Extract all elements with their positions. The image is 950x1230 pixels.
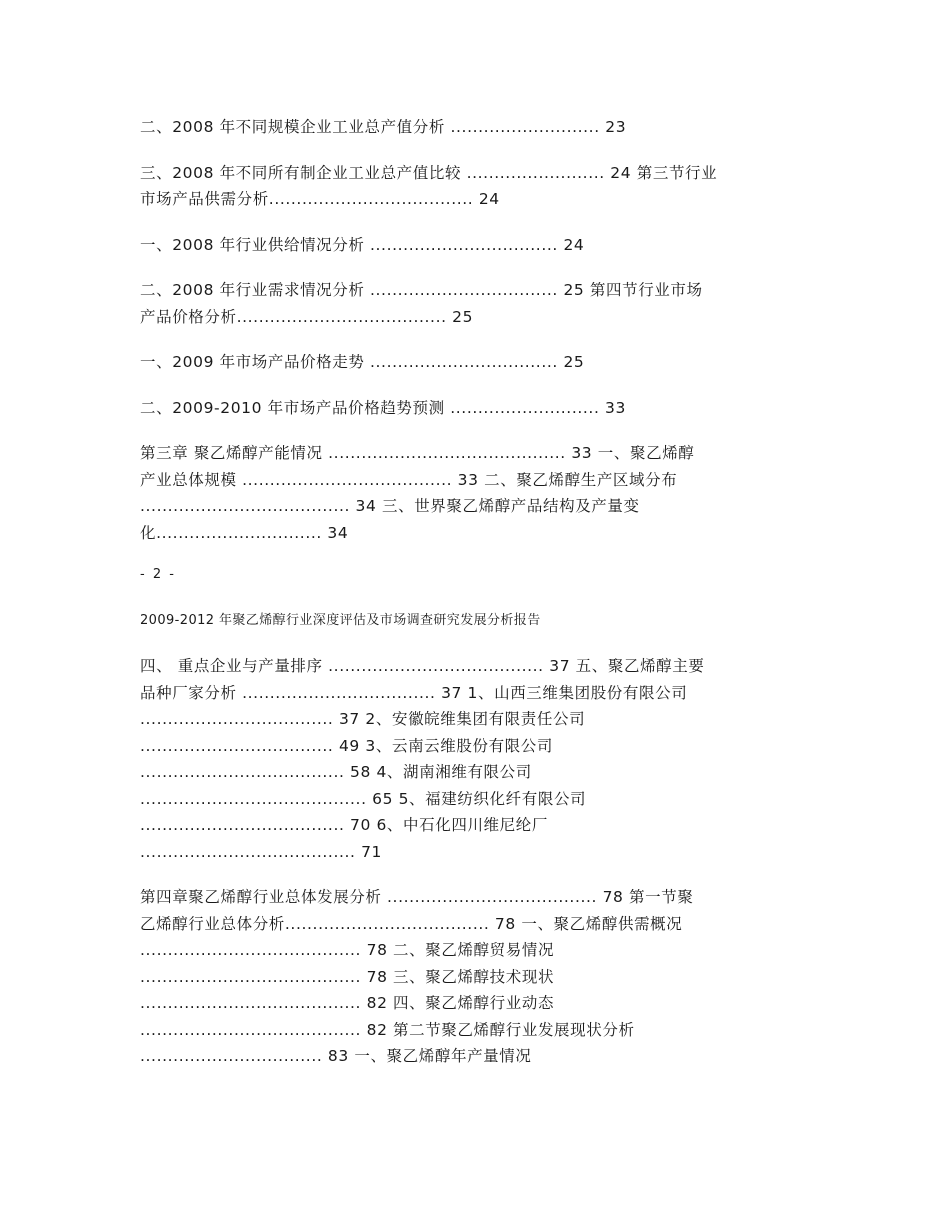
toc-line: 市场产品供需分析..................................... 24 (140, 190, 500, 208)
toc-line: ..................................... 58 4、湖南湘维有限公司 (140, 763, 532, 781)
toc-entry: 一、2009 年市场产品价格走势 .................................. 25 (140, 353, 585, 371)
toc-line: ................................... 37 2、安徽皖维集团有限责任公司 (140, 710, 586, 728)
toc-entry (140, 160, 820, 213)
toc-line: ................................. 83 一、聚乙烯醇年产量情况 (140, 1047, 532, 1065)
toc-entry (140, 884, 820, 1070)
toc-entry: 一、2008 年行业供给情况分析 .................................. 24 (140, 235, 585, 254)
toc-line: ........................................ 78 三、聚乙烯醇技术现状 (140, 967, 555, 986)
toc-entry (140, 277, 820, 330)
toc-entry (140, 440, 820, 546)
running-header: 2009-2012 年聚乙烯醇行业深度评估及市场调查研究发展分析报告 (140, 613, 541, 628)
page-number: - 2 - (140, 567, 176, 582)
toc-line: 二、2008 年行业需求情况分析 .................................. 25 第四节行业市场 (140, 281, 703, 299)
toc-entry: 二、2009-2010 年市场产品价格趋势预测 ........................... 33 (140, 398, 626, 417)
toc-line: ........................................ 82 第二节聚乙烯醇行业发展现状分析 (140, 1020, 635, 1039)
toc-entry: 二、2008 年不同规模企业工业总产值分析 ........................... 23 (140, 118, 627, 136)
toc-line: ...................................... 34 三、世界聚乙烯醇产品结构及产量变 (140, 497, 640, 515)
toc-line: 四、 重点企业与产量排序 ....................................... 37 五、聚乙烯醇主要 (140, 657, 705, 675)
toc-line: ........................................ 78 二、聚乙烯醇贸易情况 (140, 941, 555, 959)
toc-line: 化.............................. 34 (140, 523, 349, 542)
toc-line: ........................................ 82 四、聚乙烯醇行业动态 (140, 994, 555, 1012)
toc-line: ................................... 49 3、云南云维股份有限公司 (140, 736, 553, 755)
toc-line: 产业总体规模 ...................................... 33 二、聚乙烯醇生产区域分布 (140, 470, 678, 489)
toc-line: 第四章聚乙烯醇行业总体发展分析 ...................................... 78 第一节聚 (140, 888, 694, 906)
toc-line: ..................................... 70 6、中石化四川维尼纶厂 (140, 816, 548, 834)
toc-line: 乙烯醇行业总体分析..................................... 78 一、聚乙烯醇供需概况 (140, 914, 683, 933)
document-page (140, 114, 820, 1089)
toc-line: 第三章 聚乙烯醇产能情况 ........................................... 33 一、聚乙烯醇 (140, 444, 695, 462)
toc-line: 品种厂家分析 ................................... 37 1、山西三维集团股份有限公司 (140, 683, 688, 702)
toc-entry (140, 653, 820, 865)
toc-line: ....................................... 71 (140, 842, 383, 861)
toc-line: ......................................... 65 5、福建纺织化纤有限公司 (140, 789, 587, 808)
toc-line: 三、2008 年不同所有制企业工业总产值比较 ......................... 24 第三节行业 (140, 163, 718, 182)
toc-line: 产品价格分析...................................... 25 (140, 307, 474, 326)
